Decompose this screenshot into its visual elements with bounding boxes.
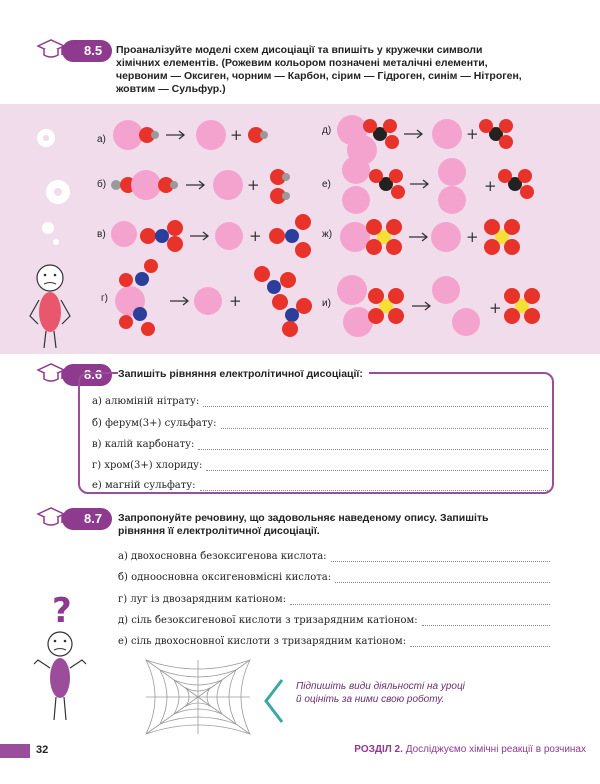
oxygen-atom[interactable] xyxy=(479,119,493,133)
oxygen-atom[interactable] xyxy=(140,228,156,244)
nitrogen-atom[interactable] xyxy=(155,229,169,243)
metal-atom[interactable] xyxy=(131,170,161,200)
hydrogen-atom[interactable] xyxy=(111,180,121,190)
question-label: б) одноосновна оксигеновмісні кислота: xyxy=(118,572,332,583)
reflection-note: Підпишіть види діяльності на уроці й оцініть за ними свою роботу. xyxy=(296,681,465,705)
nitrogen-atom[interactable] xyxy=(285,308,299,322)
label-e: е) xyxy=(322,179,331,190)
question-label: б) ферум(3+) сульфату: xyxy=(92,418,217,429)
answer-line[interactable] xyxy=(92,460,548,471)
label-zh: ж) xyxy=(322,229,333,240)
oxygen-atom[interactable] xyxy=(499,119,513,133)
answer-line[interactable] xyxy=(118,551,550,562)
task-number: 8.5 xyxy=(62,40,112,62)
nitrogen-atom[interactable] xyxy=(285,229,299,243)
graduation-cap-icon xyxy=(36,362,66,384)
oxygen-atom[interactable] xyxy=(504,219,520,235)
nitrogen-atom[interactable] xyxy=(133,307,147,321)
reflection-web-diagram xyxy=(140,654,256,740)
answer-line[interactable] xyxy=(92,418,548,429)
footer-accent-bar xyxy=(0,744,30,758)
oxygen-atom[interactable] xyxy=(385,135,399,149)
hydrogen-atom[interactable] xyxy=(282,173,290,181)
oxygen-atom[interactable] xyxy=(484,239,500,255)
oxygen-atom[interactable] xyxy=(119,273,133,287)
oxygen-atom[interactable] xyxy=(144,259,158,273)
task-8-6-title: Запишіть рівняння електролітичної дисоціації: xyxy=(118,368,369,381)
plus-sign: + xyxy=(466,228,479,246)
dissociation-diagrams xyxy=(0,104,600,354)
oxygen-atom[interactable] xyxy=(520,185,534,199)
oxygen-atom[interactable] xyxy=(296,298,312,314)
answer-blank[interactable] xyxy=(290,596,550,605)
oxygen-atom[interactable] xyxy=(254,266,270,282)
plus-sign: + xyxy=(230,126,243,144)
plus-sign: + xyxy=(229,292,242,310)
arrow-icon xyxy=(186,181,204,189)
metal-atom[interactable] xyxy=(452,308,480,336)
oxygen-atom[interactable] xyxy=(119,315,133,329)
question-label: а) двохосновна безоксигенова кислота: xyxy=(118,551,327,562)
oxygen-atom[interactable] xyxy=(498,169,512,183)
oxygen-atom[interactable] xyxy=(368,288,384,304)
oxygen-atom[interactable] xyxy=(389,169,403,183)
metal-atom[interactable] xyxy=(213,170,243,200)
arrow-icon xyxy=(170,297,188,305)
thinking-character-illustration xyxy=(20,120,80,350)
hydrogen-atom[interactable] xyxy=(260,131,268,139)
label-g: г) xyxy=(101,293,108,304)
confused-character-illustration xyxy=(30,592,90,732)
task-number: 8.6 xyxy=(62,364,112,386)
label-b: б) xyxy=(97,179,107,190)
question-label: г) хром(3+) хлориду: xyxy=(92,460,203,471)
metal-atom[interactable] xyxy=(431,222,461,252)
arrow-icon xyxy=(166,131,184,139)
chevron-left-icon xyxy=(262,678,286,724)
oxygen-atom[interactable] xyxy=(383,119,397,133)
answer-blank[interactable] xyxy=(422,617,550,626)
answer-blank[interactable] xyxy=(206,462,548,471)
plus-sign: + xyxy=(466,125,479,143)
oxygen-atom[interactable] xyxy=(269,228,285,244)
answer-blank[interactable] xyxy=(198,441,548,450)
metal-atom[interactable] xyxy=(215,222,243,250)
oxygen-atom[interactable] xyxy=(280,272,296,288)
nitrogen-atom[interactable] xyxy=(135,272,149,286)
footer-section-title xyxy=(354,744,586,755)
question-label: а) алюміній нітрату: xyxy=(92,396,200,407)
answer-blank[interactable] xyxy=(200,482,548,491)
metal-atom[interactable] xyxy=(194,287,222,315)
graduation-cap-icon xyxy=(36,506,66,528)
arrow-icon xyxy=(412,302,430,310)
answer-line[interactable] xyxy=(118,636,550,647)
answer-line[interactable] xyxy=(118,615,550,626)
oxygen-atom[interactable] xyxy=(369,169,383,183)
arrow-icon xyxy=(409,233,427,241)
answer-line[interactable] xyxy=(92,480,548,491)
metal-atom[interactable] xyxy=(337,275,367,305)
oxygen-atom[interactable] xyxy=(282,321,298,337)
question-mark-icon: ? xyxy=(52,592,72,631)
oxygen-atom[interactable] xyxy=(295,214,311,230)
section-label: РОЗДІЛ 2. xyxy=(354,744,403,755)
answer-line[interactable] xyxy=(92,396,548,407)
metal-atom[interactable] xyxy=(342,156,370,184)
task-badge-8-7 xyxy=(36,508,112,530)
metal-atom[interactable] xyxy=(432,276,460,304)
answer-blank[interactable] xyxy=(221,420,549,429)
metal-atom[interactable] xyxy=(342,186,370,214)
oxygen-atom[interactable] xyxy=(524,308,540,324)
oxygen-atom[interactable] xyxy=(524,288,540,304)
arrow-icon xyxy=(410,180,428,188)
oxygen-atom[interactable] xyxy=(167,220,183,236)
oxygen-atom[interactable] xyxy=(504,288,520,304)
oxygen-atom[interactable] xyxy=(295,242,311,258)
graduation-cap-icon xyxy=(36,38,66,60)
task-8-6-frame xyxy=(78,372,554,494)
hydrogen-atom[interactable] xyxy=(151,131,159,139)
label-v: в) xyxy=(97,229,106,240)
label-d: д) xyxy=(322,125,332,136)
answer-line[interactable] xyxy=(118,572,550,583)
task-8-7-instruction: Запропонуйте речовину, що задовольняє наведеному опису. Запишіть рівняння її електролітичної дисоціації. xyxy=(118,512,489,537)
oxygen-atom[interactable] xyxy=(499,135,513,149)
answer-line[interactable] xyxy=(92,439,548,450)
question-label: е) сіль двохосновної кислоти з тризарядним катіоном: xyxy=(118,636,407,647)
question-label: в) калій карбонату: xyxy=(92,439,195,450)
metal-atom[interactable] xyxy=(432,119,462,149)
answer-blank[interactable] xyxy=(410,638,550,647)
oxygen-atom[interactable] xyxy=(368,308,384,324)
oxygen-atom[interactable] xyxy=(386,239,402,255)
question-label: д) сіль безоксигенової кислоти з тризарядним катіоном: xyxy=(118,615,418,626)
oxygen-atom[interactable] xyxy=(504,239,520,255)
oxygen-atom[interactable] xyxy=(388,308,404,324)
oxygen-atom[interactable] xyxy=(363,119,377,133)
label-y: и) xyxy=(322,298,331,309)
metal-atom[interactable] xyxy=(438,158,466,186)
answer-line[interactable] xyxy=(118,594,550,605)
answer-blank[interactable] xyxy=(203,398,548,407)
plus-sign: + xyxy=(484,177,497,195)
oxygen-atom[interactable] xyxy=(141,322,155,336)
oxygen-atom[interactable] xyxy=(504,308,520,324)
metal-atom[interactable] xyxy=(196,120,226,150)
label-a: а) xyxy=(97,134,106,145)
metal-atom[interactable] xyxy=(340,222,370,252)
oxygen-atom[interactable] xyxy=(366,219,382,235)
oxygen-atom[interactable] xyxy=(366,239,382,255)
answer-blank[interactable] xyxy=(331,553,550,562)
oxygen-atom[interactable] xyxy=(167,236,183,252)
hydrogen-atom[interactable] xyxy=(282,192,290,200)
task-8-5-instruction: Проаналізуйте моделі схем дисоціації та впишіть у кружечки символи хімічних елементів. (Рожевим кольором позначені металічні елементи, червоним — Оксиген, чорним — Карбон, сірим — Гідроген, синім — Нітроген, жовтим — Сульфур.) xyxy=(116,44,522,95)
oxygen-atom[interactable] xyxy=(386,219,402,235)
plus-sign: + xyxy=(247,176,260,194)
oxygen-atom[interactable] xyxy=(388,288,404,304)
task-number: 8.7 xyxy=(62,508,112,530)
oxygen-atom[interactable] xyxy=(518,169,532,183)
question-label: е) магній сульфату: xyxy=(92,480,196,491)
arrow-icon xyxy=(190,232,208,240)
oxygen-atom[interactable] xyxy=(391,185,405,199)
question-label: г) луг із двозарядним катіоном: xyxy=(118,594,286,605)
answer-blank[interactable] xyxy=(335,574,550,583)
plus-sign: + xyxy=(489,299,502,317)
arrow-icon xyxy=(404,130,422,138)
oxygen-atom[interactable] xyxy=(272,294,288,310)
section-name: Досліджуємо хімічні реакції в розчинах xyxy=(405,744,586,755)
metal-atom[interactable] xyxy=(113,120,143,150)
metal-atom[interactable] xyxy=(343,307,373,337)
oxygen-atom[interactable] xyxy=(484,219,500,235)
hydrogen-atom[interactable] xyxy=(170,181,178,189)
task-badge-8-5 xyxy=(36,40,112,62)
metal-atom[interactable] xyxy=(111,221,137,247)
page-number: 32 xyxy=(36,744,49,756)
nitrogen-atom[interactable] xyxy=(267,280,281,294)
metal-atom[interactable] xyxy=(438,186,466,214)
plus-sign: + xyxy=(249,227,262,245)
